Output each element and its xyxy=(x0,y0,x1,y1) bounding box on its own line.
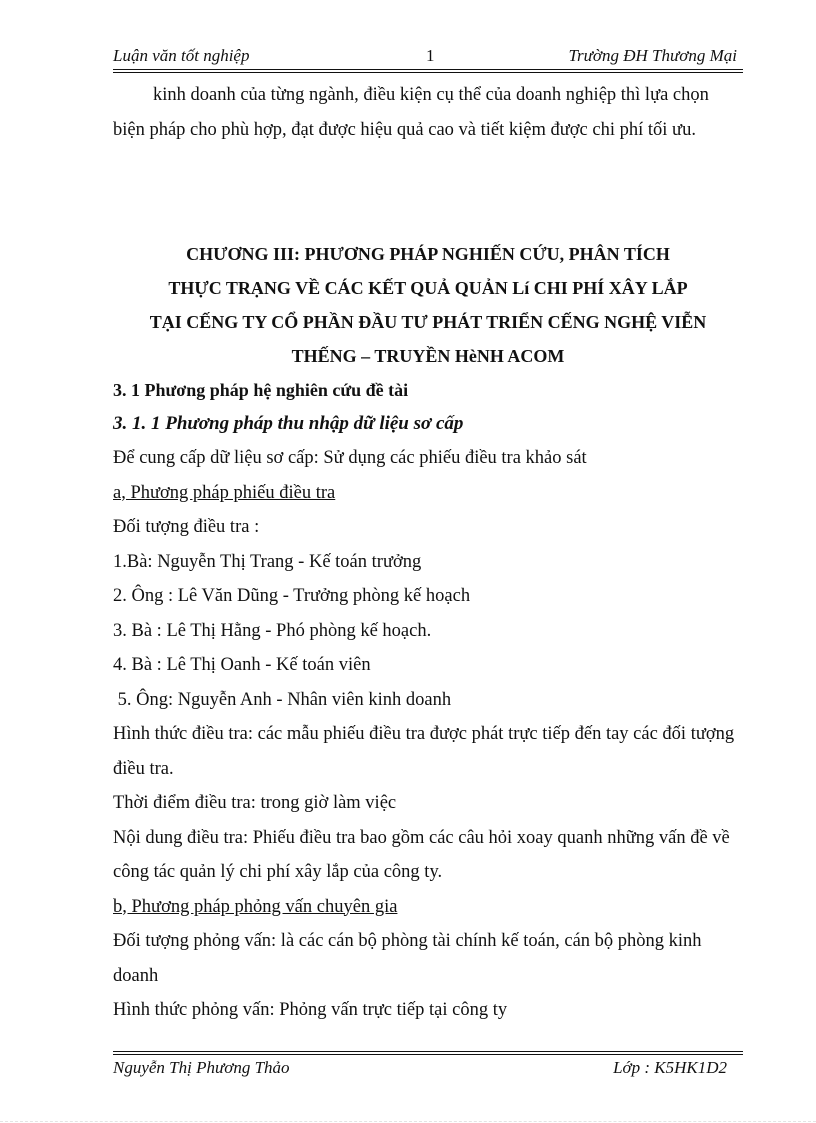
subject-item: 3. Bà : Lê Thị Hằng - Phó phòng kế hoạch. xyxy=(113,620,432,641)
body-intro: Để cung cấp dữ liệu sơ cấp: Sử dụng các phiếu điều tra khảo sát xyxy=(113,448,587,468)
page-content xyxy=(113,78,743,1028)
subject-item: 4. Bà : Lê Thị Oanh - Kế toán viên xyxy=(113,655,371,675)
content-line-1: Nội dung điều tra: Phiếu điều tra bao gồm các câu hỏi xoay quanh những vấn đề về xyxy=(113,827,730,848)
survey-time: Thời điểm điều tra: trong giờ làm việc xyxy=(113,793,397,813)
chapter-title-line-1: CHƯƠNG III: PHƯƠNG PHÁP NGHIẾN CỨU, PHÂN TÍCH xyxy=(186,244,670,264)
chapter-title-line-3: TẠI CẾNG TY CỔ PHẦN ĐẦU TƯ PHÁT TRIỂN CẾNG NGHỆ VIỄN xyxy=(149,312,707,332)
footer-class: Lớp : K5HK1D2 xyxy=(613,1058,727,1077)
section-heading-3-1-1: 3. 1. 1 Phương pháp thu nhập dữ liệu sơ cấp xyxy=(113,413,464,434)
subject-item: 5. Ông: Nguyễn Anh - Nhân viên kinh doanh xyxy=(113,689,452,710)
footer-rule xyxy=(113,1051,743,1052)
form-line-2: điều tra. xyxy=(113,758,174,779)
header-rule-double xyxy=(113,72,743,73)
subjects-label: Đối tượng điều tra : xyxy=(113,517,260,537)
intro-paragraph xyxy=(113,78,743,147)
form-line-1: Hình thức điều tra: các mẫu phiếu điều tra được phát trực tiếp đến tay các đối tượng xyxy=(113,724,735,744)
subject-item: 2. Ông : Lê Văn Dũng - Trưởng phòng kế hoạch xyxy=(113,586,471,606)
interviewee-line-2: doanh xyxy=(113,965,159,986)
section-heading-3-1: 3. 1 Phương pháp hệ nghiên cứu đề tài xyxy=(113,380,409,400)
page-boundary xyxy=(0,1121,816,1122)
interviewee-line-1: Đối tượng phỏng vấn: là các cán bộ phòng tài chính kế toán, cán bộ phòng kinh xyxy=(113,931,702,951)
page-number: 1 xyxy=(426,46,435,65)
chapter-title xyxy=(113,237,743,373)
interview-form: Hình thức phỏng vấn: Phỏng vấn trực tiếp tại công ty xyxy=(113,1000,508,1020)
subheading-a: a, Phương pháp phiếu điều tra xyxy=(113,482,336,503)
chapter-title-line-2: THỰC TRẠNG VỀ CÁC KẾT QUẢ QUẢN Lí CHI PHÍ XÂY LẮP xyxy=(168,278,688,298)
header-university: Trường ĐH Thương Mại xyxy=(568,46,737,65)
footer-author: Nguyễn Thị Phương Thảo xyxy=(113,1058,290,1077)
chapter-title-line-4: THẾNG – TRUYỀN HèNH ACOM xyxy=(291,346,565,366)
footer-rule-double xyxy=(113,1054,743,1055)
page-header xyxy=(113,42,743,66)
subject-item: 1.Bà: Nguyễn Thị Trang - Kế toán trưởng xyxy=(113,551,422,572)
page-footer xyxy=(113,1058,743,1080)
intro-line-2: biện pháp cho phù hợp, đạt được hiệu quả cao và tiết kiệm được chi phí tối ưu. xyxy=(113,119,696,140)
subheading-b: b, Phương pháp phỏng vấn chuyên gia xyxy=(113,896,398,917)
intro-line-1: kinh doanh của từng ngành, điều kiện cụ thể của doanh nghiệp thì lựa chọn xyxy=(153,85,709,105)
content-line-2: công tác quản lý chi phí xây lắp của công ty. xyxy=(113,862,443,882)
header-thesis-label: Luận văn tốt nghiệp xyxy=(113,46,250,65)
header-rule xyxy=(113,69,743,70)
